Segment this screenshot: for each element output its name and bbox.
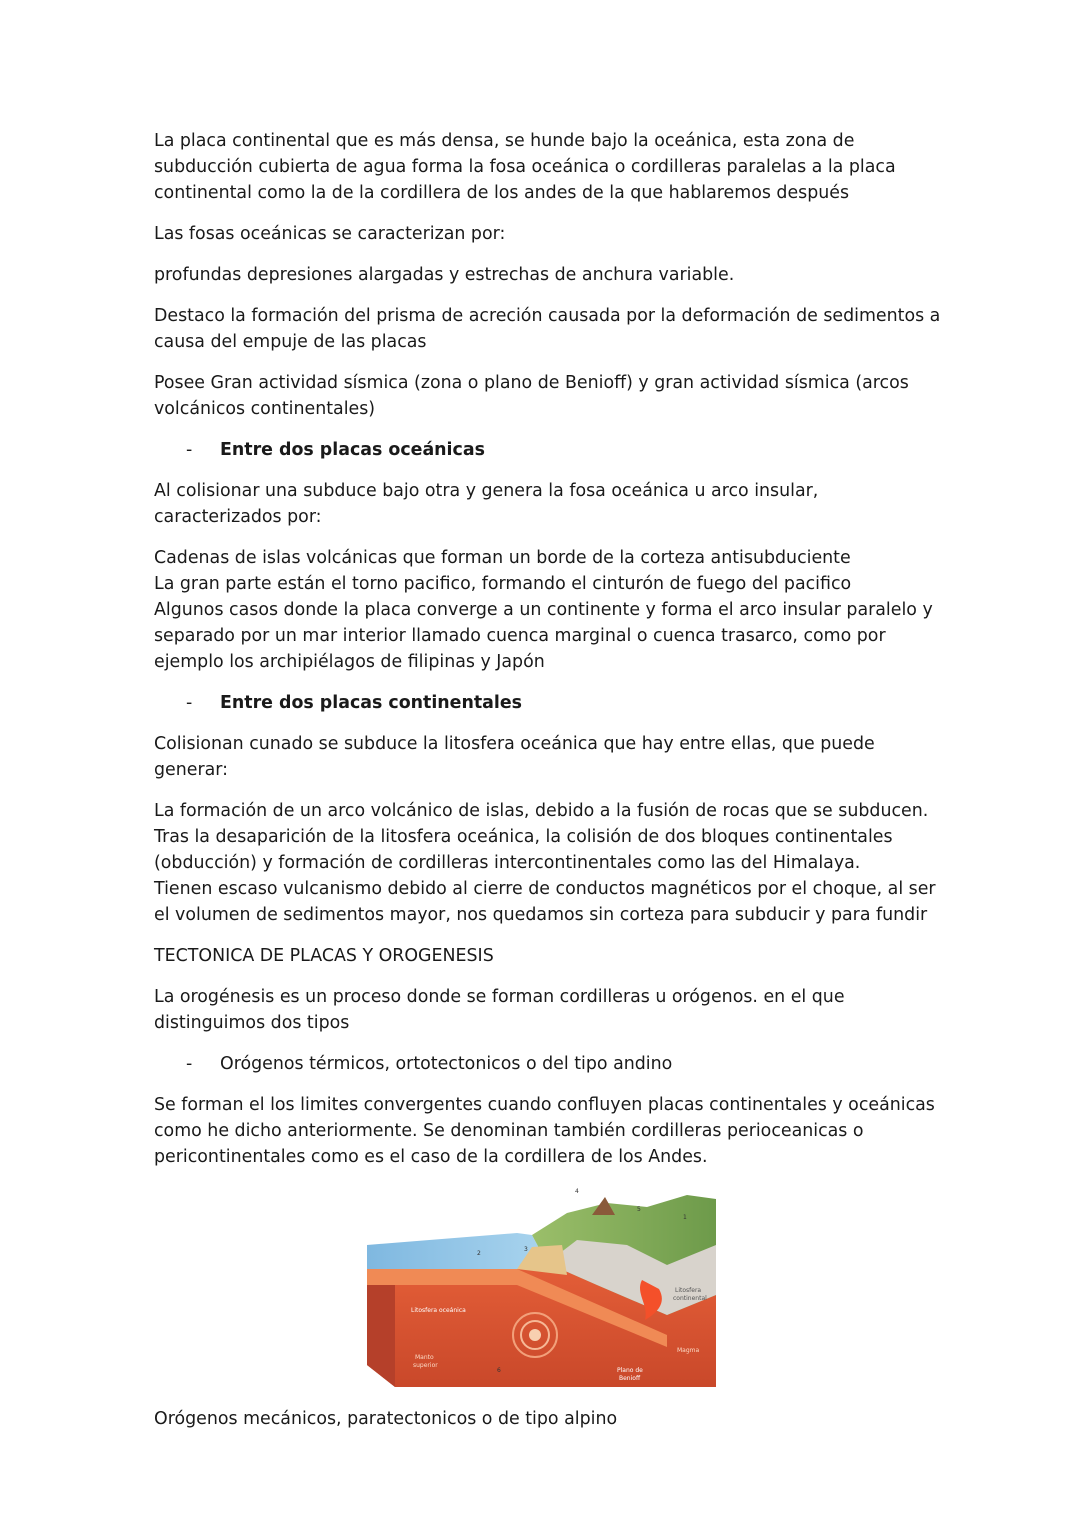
- label-magma: Magma: [677, 1347, 700, 1354]
- paragraph: Orógenos mecánicos, paratectonicos o de tipo alpino: [154, 1409, 618, 1429]
- bullet-heading: Entre dos placas continentales: [220, 693, 523, 713]
- label-benioff: Benioff: [619, 1375, 641, 1382]
- paragraph: Destaco la formación del prisma de acreción causada por la deformación de sedimentos a causa del empuje de las placas: [154, 306, 941, 352]
- sea-surface: [367, 1233, 547, 1269]
- bullet-dash: -: [186, 440, 193, 460]
- subduction-diagram: [367, 1185, 716, 1390]
- bullet-item: [154, 1051, 944, 1077]
- paragraph: Colisionan cunado se subduce la litosfera oceánica que hay entre ellas, que puede generar:: [154, 734, 875, 780]
- label-number: 2: [477, 1250, 481, 1257]
- section-title: TECTONICA DE PLACAS Y OROGENESIS: [154, 946, 494, 966]
- bullet-item: [154, 690, 944, 716]
- line: Algunos casos donde la placa converge a un continente y forma el arco insular paralelo y separado por un mar interior llamado cuenca marginal o cuenca trasarco, como por ejemplo los archipiélagos de filipinas y Japón: [154, 600, 933, 672]
- label-mantle: Manto: [415, 1354, 434, 1361]
- label-oceanic-lithosphere: Litosfera oceánica: [411, 1307, 466, 1314]
- paragraph: La placa continental que es más densa, se hunde bajo la oceánica, esta zona de subducción cubierta de agua forma la fosa oceánica o cordilleras paralelas a la placa continental como la de la cordillera de los andes de la que hablaremos después: [154, 131, 896, 203]
- bullet-text: Orógenos térmicos, ortotectonicos o del tipo andino: [220, 1054, 673, 1074]
- label-number: 6: [497, 1367, 501, 1374]
- label-mantle: superior: [413, 1362, 438, 1369]
- paragraph: La orogénesis es un proceso donde se forman cordilleras u orógenos. en el que distinguimos dos tipos: [154, 987, 845, 1033]
- line: Cadenas de islas volcánicas que forman un borde de la corteza antisubduciente: [154, 548, 851, 568]
- label-number: 3: [524, 1246, 528, 1253]
- paragraph: Se forman el los limites convergentes cuando confluyen placas continentales y oceánicas como he dicho anteriormente. Se denominan también cordilleras perioceanicas o pericontinentales como es el caso de la cordillera de los Andes.: [154, 1095, 935, 1167]
- label-number: 5: [637, 1206, 641, 1213]
- subduction-diagram-svg: [367, 1185, 716, 1390]
- bullet-dash: -: [186, 1054, 193, 1074]
- label-benioff: Plano de: [617, 1367, 643, 1374]
- bullet-heading: Entre dos placas oceánicas: [220, 440, 485, 460]
- bullet-dash: -: [186, 693, 193, 713]
- line: La formación de un arco volcánico de islas, debido a la fusión de rocas que se subducen.: [154, 801, 929, 821]
- document-body: [154, 128, 944, 1447]
- label-number: 4: [575, 1188, 579, 1195]
- earthquake-focus: [529, 1329, 541, 1341]
- label-continental-lithosphere: Litosfera: [675, 1287, 702, 1294]
- paragraph-group: [154, 545, 944, 675]
- line: Tras la desaparición de la litosfera oceánica, la colisión de dos bloques continentales (obducción) y formación de cordilleras intercontinentales como las del Himalaya.: [154, 827, 893, 873]
- paragraph-group: [154, 798, 944, 928]
- line: Tienen escaso vulcanismo debido al cierre de conductos magnéticos por el choque, al ser el volumen de sedimentos mayor, nos quedamos sin corteza para subducir y para fundir: [154, 879, 936, 925]
- bullet-item: [154, 437, 944, 463]
- line: La gran parte están el torno pacifico, formando el cinturón de fuego del pacifico: [154, 574, 852, 594]
- label-number: 1: [683, 1214, 687, 1221]
- paragraph: Las fosas oceánicas se caracterizan por:: [154, 224, 506, 244]
- paragraph: profundas depresiones alargadas y estrechas de anchura variable.: [154, 265, 735, 285]
- paragraph: Posee Gran actividad sísmica (zona o plano de Benioff) y gran actividad sísmica (arcos volcánicos continentales): [154, 373, 909, 419]
- paragraph: Al colisionar una subduce bajo otra y genera la fosa oceánica u arco insular, caracterizados por:: [154, 481, 819, 527]
- label-continental-lithosphere: continental: [673, 1295, 707, 1302]
